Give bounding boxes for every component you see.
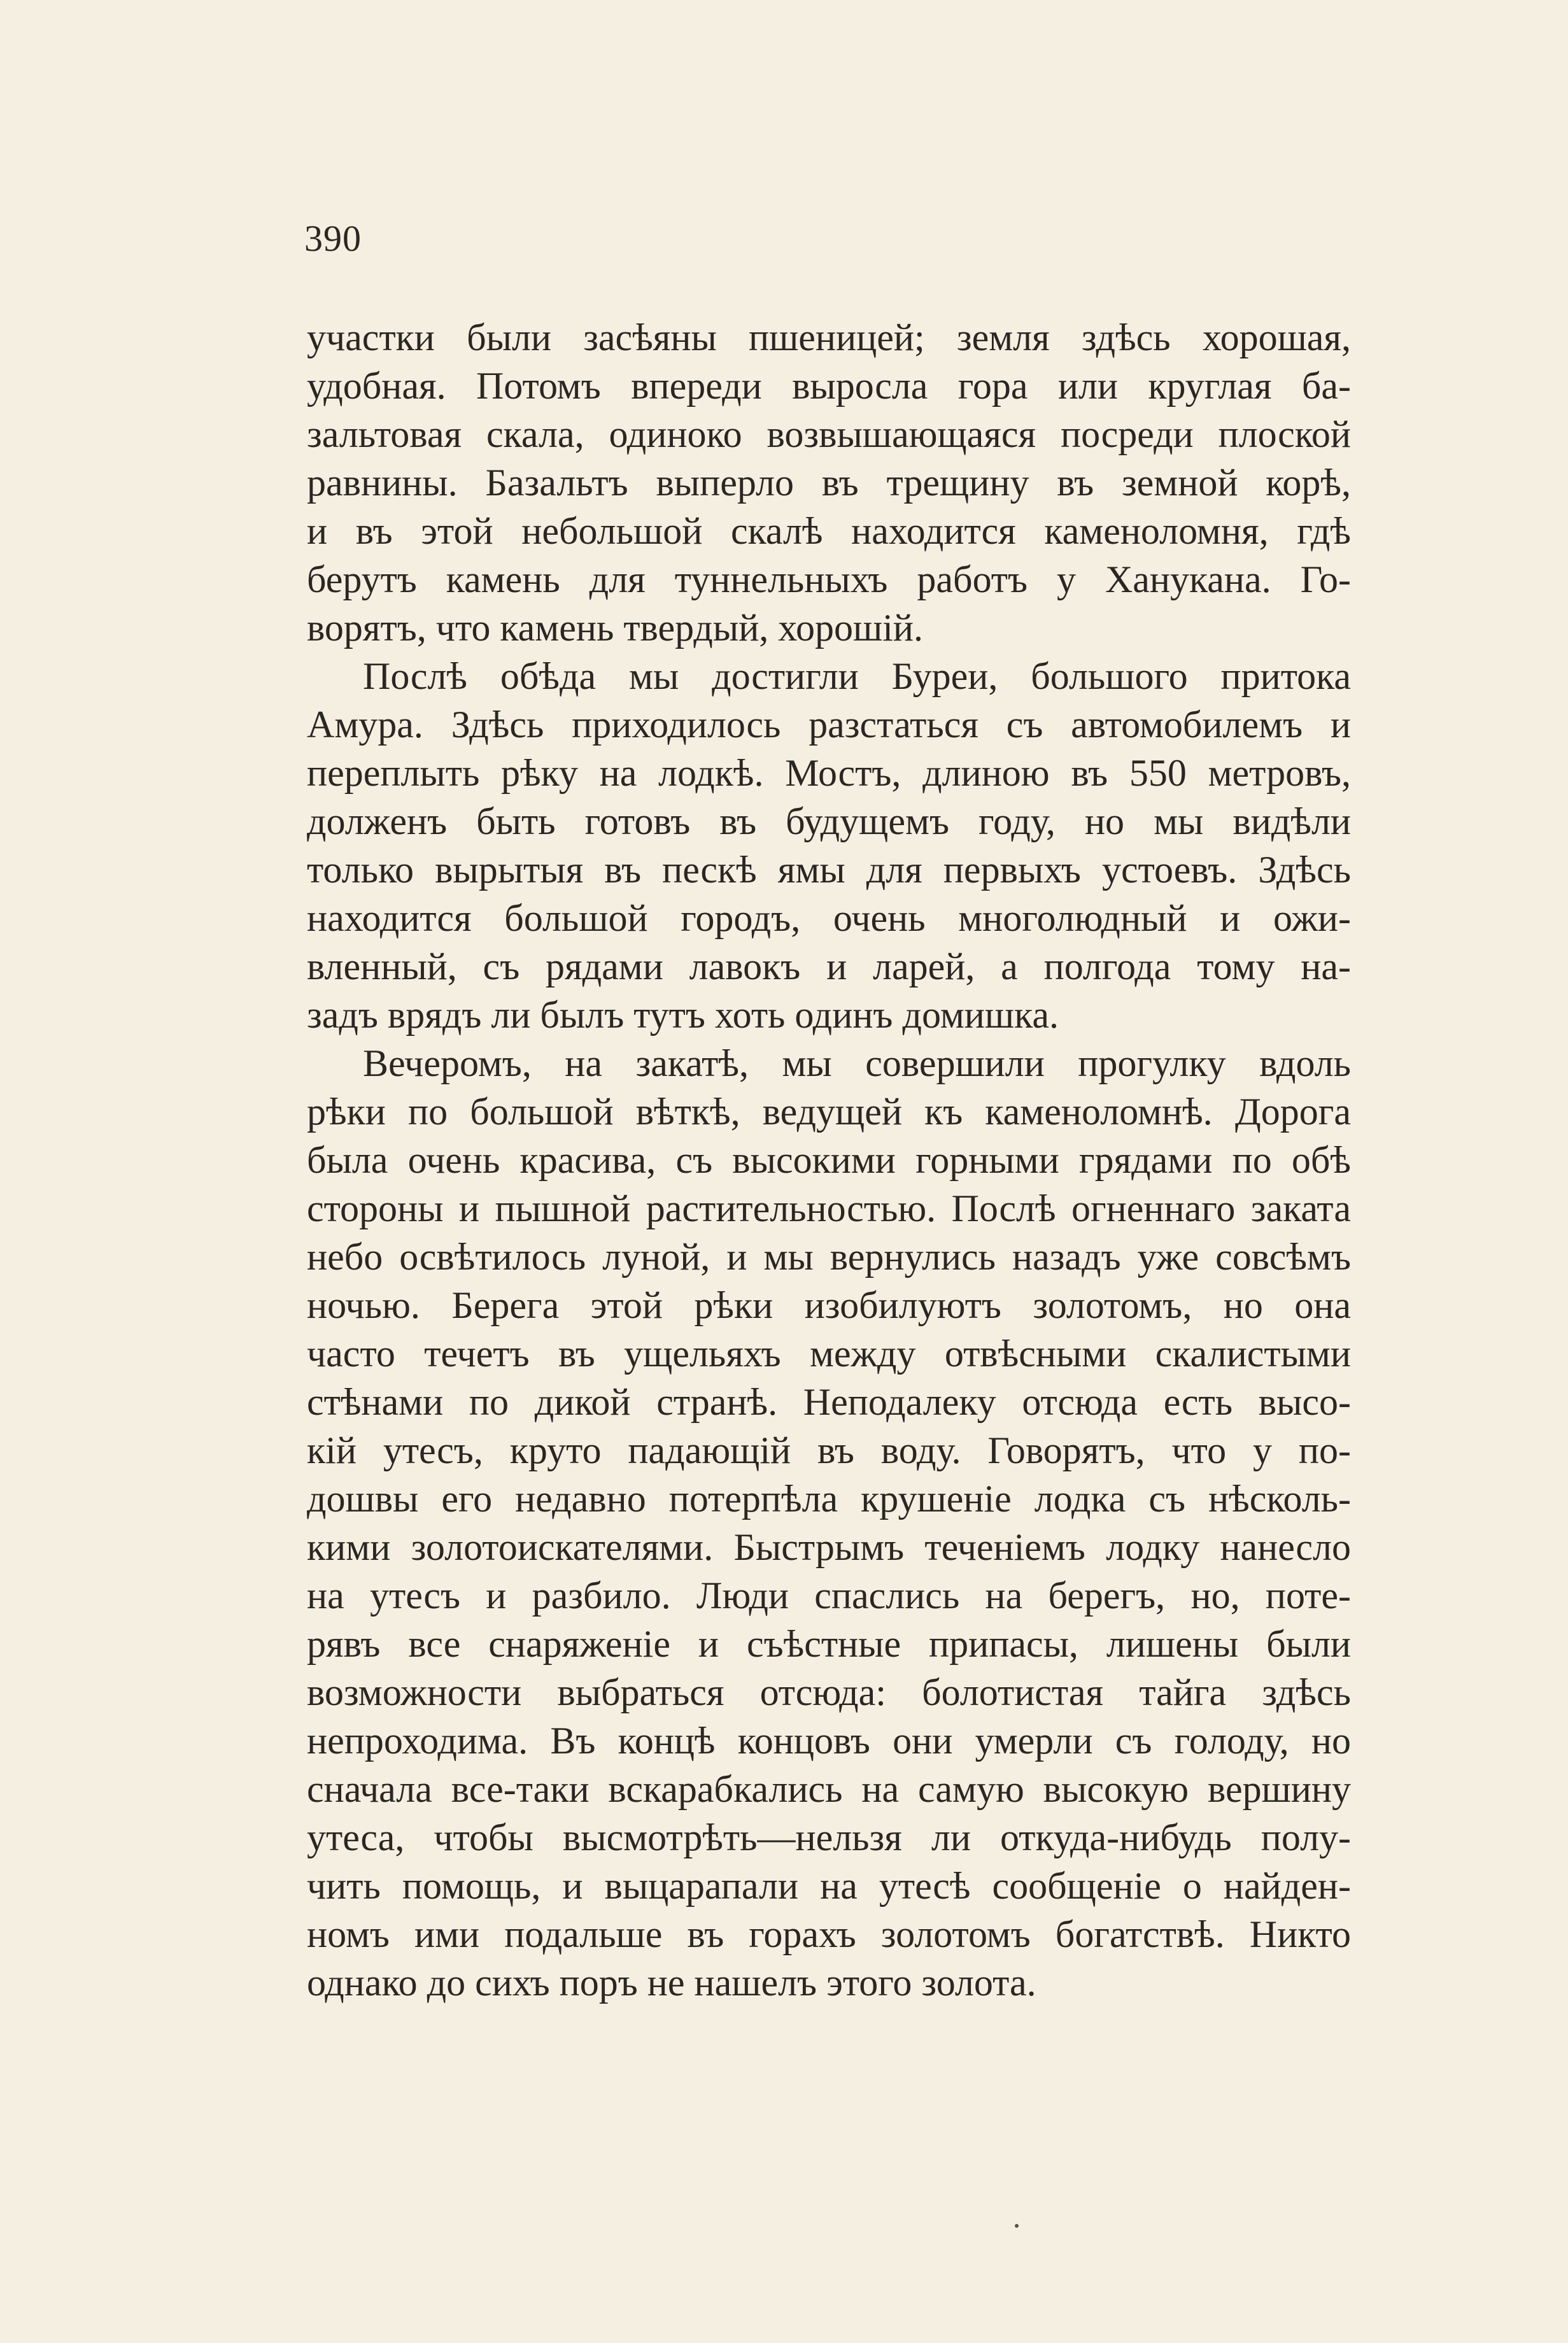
text-line: номъ ими подальше въ горахъ золотомъ богатствѣ. Никто	[307, 1913, 1351, 1955]
text-line: находится большой городъ, очень многолюдный и ожи-	[307, 897, 1351, 939]
text-line: рѣки по большой вѣткѣ, ведущей къ каменоломнѣ. Дорога	[307, 1091, 1351, 1133]
text-line: стѣнами по дикой странѣ. Неподалеку отсюда есть высо-	[307, 1381, 1351, 1423]
text-line: переплыть рѣку на лодкѣ. Мостъ, длиною въ 550 метровъ,	[307, 752, 1351, 794]
text-line: задъ врядъ ли былъ тутъ хоть одинъ домишка.	[307, 994, 1059, 1036]
text-line: на утесъ и разбило. Люди спаслись на берегъ, но, поте-	[307, 1575, 1351, 1617]
text-line: утеса, чтобы высмотрѣть—нельзя ли откуда-нибудь полу-	[307, 1816, 1351, 1858]
text-line: дошвы его недавно потерпѣла крушеніе лодка съ нѣсколь-	[307, 1478, 1351, 1520]
text-line: вленный, съ рядами лавокъ и ларей, а полгода тому на-	[307, 945, 1351, 987]
text-line: возможности выбраться отсюда: болотистая тайга здѣсь	[307, 1671, 1351, 1713]
text-line: удобная. Потомъ впереди выросла гора или круглая ба-	[307, 365, 1351, 407]
text-line: была очень красива, съ высокими горными грядами по обѣ	[307, 1139, 1351, 1181]
text-line: Амура. Здѣсь приходилось разстаться съ автомобилемъ и	[307, 704, 1351, 746]
text-line: берутъ камень для туннельныхъ работъ у Ханукана. Го-	[307, 558, 1351, 600]
text-line: кими золотоискателями. Быстрымъ теченіемъ лодку нанесло	[307, 1526, 1351, 1568]
text-line: участки были засѣяны пшеницей; земля здѣсь хорошая,	[307, 316, 1351, 358]
text-line: ворятъ, что камень твердый, хорошій.	[307, 607, 923, 649]
paper-speck	[1015, 2224, 1019, 2228]
text-line: Послѣ обѣда мы достигли Буреи, большого притока	[363, 655, 1351, 697]
body-text	[307, 313, 1351, 2007]
text-line: кій утесъ, круто падающій въ воду. Говорятъ, что у по-	[307, 1429, 1351, 1471]
page-number: 390	[304, 218, 362, 259]
text-line: Вечеромъ, на закатѣ, мы совершили прогулку вдоль	[363, 1042, 1351, 1084]
text-line: сначала все-таки вскарабкались на самую высокую вершину	[307, 1768, 1351, 1810]
text-line: однако до сихъ поръ не нашелъ этого золота.	[307, 1962, 1036, 2004]
text-line: чить помощь, и выцарапали на утесѣ сообщеніе о найден-	[307, 1865, 1351, 1907]
text-line: часто течетъ въ ущельяхъ между отвѣсными скалистыми	[307, 1333, 1351, 1375]
text-line: небо освѣтилось луной, и мы вернулись назадъ уже совсѣмъ	[307, 1236, 1351, 1278]
text-line: ночью. Берега этой рѣки изобилуютъ золотомъ, но она	[307, 1284, 1351, 1326]
text-line: рявъ все снаряженіе и съѣстные припасы, лишены были	[307, 1623, 1351, 1665]
text-line: зальтовая скала, одиноко возвышающаяся посреди плоской	[307, 413, 1351, 455]
text-line: стороны и пышной растительностью. Послѣ огненнаго заката	[307, 1187, 1351, 1229]
text-line: непроходима. Въ концѣ концовъ они умерли съ голоду, но	[307, 1720, 1351, 1762]
text-line: долженъ быть готовъ въ будущемъ году, но мы видѣли	[307, 800, 1351, 842]
text-line: равнины. Базальтъ выперло въ трещину въ земной корѣ,	[307, 462, 1351, 504]
text-line: только вырытыя въ пескѣ ямы для первыхъ устоевъ. Здѣсь	[307, 849, 1351, 891]
text-line: и въ этой небольшой скалѣ находится каменоломня, гдѣ	[307, 510, 1351, 552]
